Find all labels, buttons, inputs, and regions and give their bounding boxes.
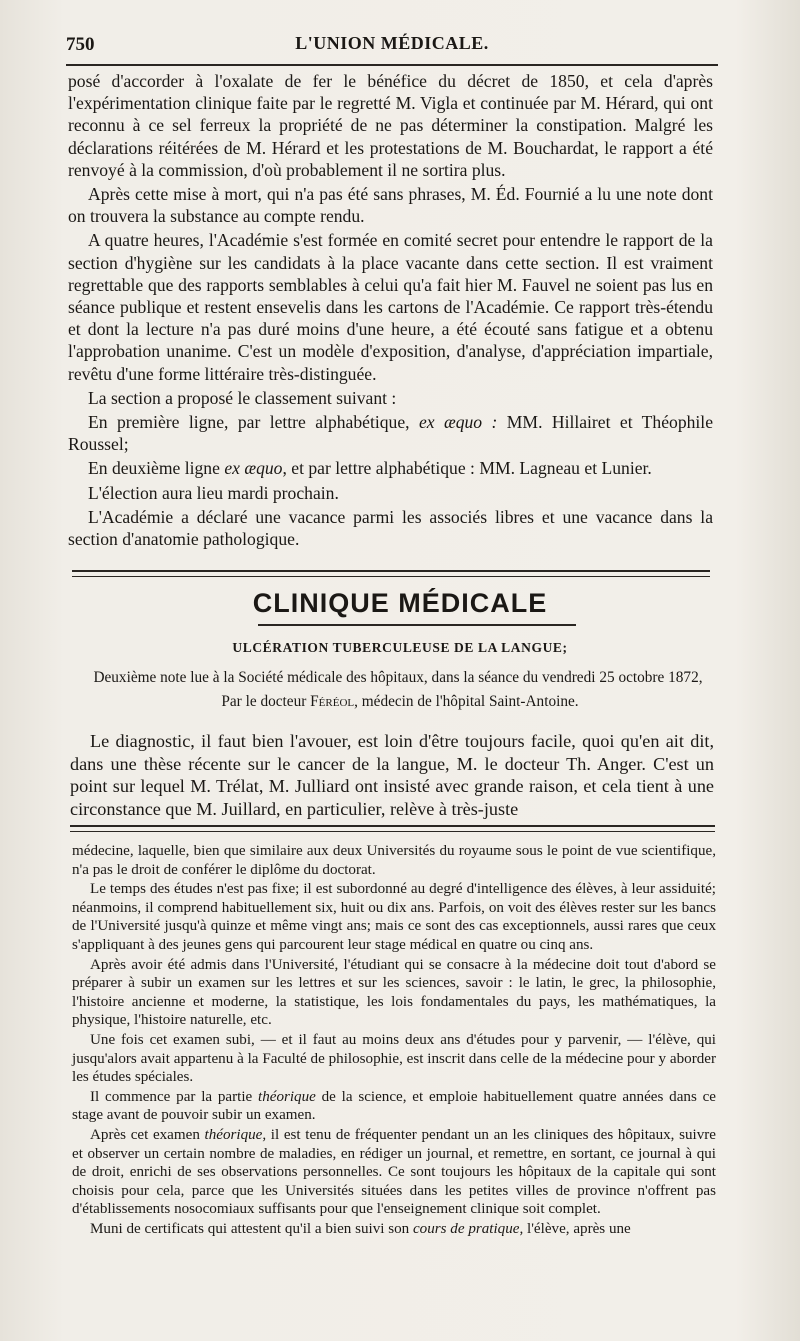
text: il est tenu de fréquenter pendant un an les cliniques des hôpitaux, suivre et observer un certain nombre de maladies, en rédiger un journal, et remettre, en sortant, ce journal à qui de droit, enrichi de ses observations personnelles. Ce sont toujours les hôpitaux de la capitale qui sont choisis pour cela, parce que les Universités situées dans les petites villes de province n'offrent pas d'établissements nosocomiaux suffisants pour que l'enseignement clinique soit complet. <box>72 1126 716 1218</box>
paragraph: A quatre heures, l'Académie s'est formée en comité secret pour entendre le rapport de la section d'hygiène sur les candidats à la place vacante dans cette section. Il est vraiment regrettable que des rapports semblables à celui qu'a fait hier M. Fauvel ne soient pas lus en séance publique et restent ensevelis dans les cartons de l'Académie. Ce rapport très-étendu et dont la lecture n'a pas duré moins d'une heure, a été écouté sans fatigue et a obtenu l'approbation unanime. C'est un modèle d'exposition, d'analyse, d'appréciation impartiale, revêtu d'une forme littéraire très-distinguée. <box>68 230 713 384</box>
paragraph: médecine, laquelle, bien que similaire aux deux Universités du royaume sous le point de vue scientifique, n'a pas le droit de conférer le diplôme du doctorat. <box>72 843 716 878</box>
italic-text: théorique, <box>204 1126 267 1143</box>
feuilleton-text <box>72 842 716 1238</box>
paragraph <box>72 1088 716 1125</box>
text: En deuxième ligne <box>88 458 225 479</box>
running-header <box>66 30 718 60</box>
text: Par le docteur <box>221 693 311 710</box>
title-underline <box>258 624 576 626</box>
text: Il commence par la partie <box>90 1088 258 1105</box>
text: , et par lettre alphabétique : MM. Lagneau et Lunier. <box>282 458 652 479</box>
paragraph-first-line <box>68 411 713 455</box>
article-subtitle: Deuxième note lue à la Société médicale des hôpitaux, dans la séance du vendredi 25 octobre 1872, <box>93 669 703 686</box>
paragraph: La section a proposé le classement suivant : <box>88 387 397 408</box>
feuilleton-divider <box>70 825 715 832</box>
author-name: Féréol <box>310 693 355 710</box>
paragraph: L'élection aura lieu mardi prochain. <box>88 482 339 503</box>
paragraph: Le diagnostic, il faut bien l'avouer, est loin d'être toujours facile, quoi qu'en ait dit, dans une thèse récente sur le cancer de la langue, M. le docteur Th. Anger. C'est un point sur lequel M. Trélat, M. Julliard ont insisté avec grande raison, et cela tient à une circonstance que M. Juillard, en particulier, relève à très-juste <box>70 731 714 819</box>
italic-text: cours de pratique, <box>412 1220 524 1237</box>
article-author <box>0 693 800 711</box>
paragraph: Une fois cet examen subi, — et il faut au moins deux ans d'études pour y parvenir, — l'élève, qui jusqu'alors avait appartenu à la Faculté de philosophie, est inscrit dans celle de la médecine pour y aborder les études spéciales. <box>72 1031 716 1086</box>
journal-title: L'UNION MÉDICALE. <box>295 33 489 53</box>
section-divider <box>72 570 710 577</box>
paragraph-second-line <box>68 457 713 479</box>
text: l'élève, après une <box>523 1220 631 1237</box>
paragraph: posé d'accorder à l'oxalate de fer le bénéfice du décret de 1850, et cela d'après l'expérimentation clinique faite par le regretté M. Vigla et continuée par M. Hérard, qui ont reconnu à ce sel ferreux la propriété de ne pas déterminer la constipation. Malgré les déclarations réitérées de M. Hérard et les protestations de M. Bouchardat, le rapport a été renvoyé à la commission, d'où probablement il ne sortira plus. <box>68 71 713 180</box>
text: de la science, et emploie habituellement quatre années dans ce stage avant de pouvoir subir un examen. <box>72 1088 716 1124</box>
academy-report-text <box>68 70 713 550</box>
text: Après cet examen <box>90 1126 205 1143</box>
text: MM. Hillairet et Théophile Roussel; <box>68 412 714 455</box>
article-title: ULCÉRATION TUBERCULEUSE DE LA LANGUE; <box>232 640 568 655</box>
text: Muni de certificats qui attestent qu'il a bien suivi son <box>90 1220 413 1237</box>
paragraph <box>72 1126 716 1219</box>
text: , médecin de l'hôpital Saint-Antoine. <box>354 693 579 710</box>
text: En première ligne, par lettre alphabétique, <box>88 412 419 433</box>
paragraph: Le temps des études n'est pas fixe; il est subordonné au degré d'intelligence des élèves, à leur assiduité; néanmoins, il comprend habituellement six, huit ou dix ans. Parfois, on voit des élèves rester sur les bancs de l'Université jusqu'à quinze et même vingt ans; mais ce sont des cas exceptionnels, aussi rares que ceux s'appliquant à des jeunes gens qui parcourent leur stage médical en quatre ou cinq ans. <box>72 881 716 953</box>
paragraph: L'Académie a déclaré une vacance parmi les associés libres et une vacance dans la section d'anatomie pathologique. <box>68 506 713 550</box>
italic-text: ex æquo <box>224 458 283 479</box>
page-number: 750 <box>66 34 95 55</box>
italic-text: ex æquo : <box>418 412 498 433</box>
section-title: CLINIQUE MÉDICALE <box>252 588 548 618</box>
paragraph: Après avoir été admis dans l'Université, l'étudiant qui se consacre à la médecine doit tout d'abord se préparer à subir un examen sur les lettres et sur les sciences, savoir : le latin, le grec, la philosophie, l'histoire ancienne et moderne, la statistique, les lois fondamentales du pays, les mathématiques, la physique, l'histoire naturelle, etc. <box>72 956 716 1029</box>
paragraph <box>72 1220 716 1239</box>
header-rule <box>66 64 718 66</box>
italic-text: théorique <box>258 1088 316 1105</box>
article-body <box>70 730 714 820</box>
paragraph: Après cette mise à mort, qui n'a pas été sans phrases, M. Éd. Fournié a lu une note dont on trouvera la substance au compte rendu. <box>68 184 713 227</box>
